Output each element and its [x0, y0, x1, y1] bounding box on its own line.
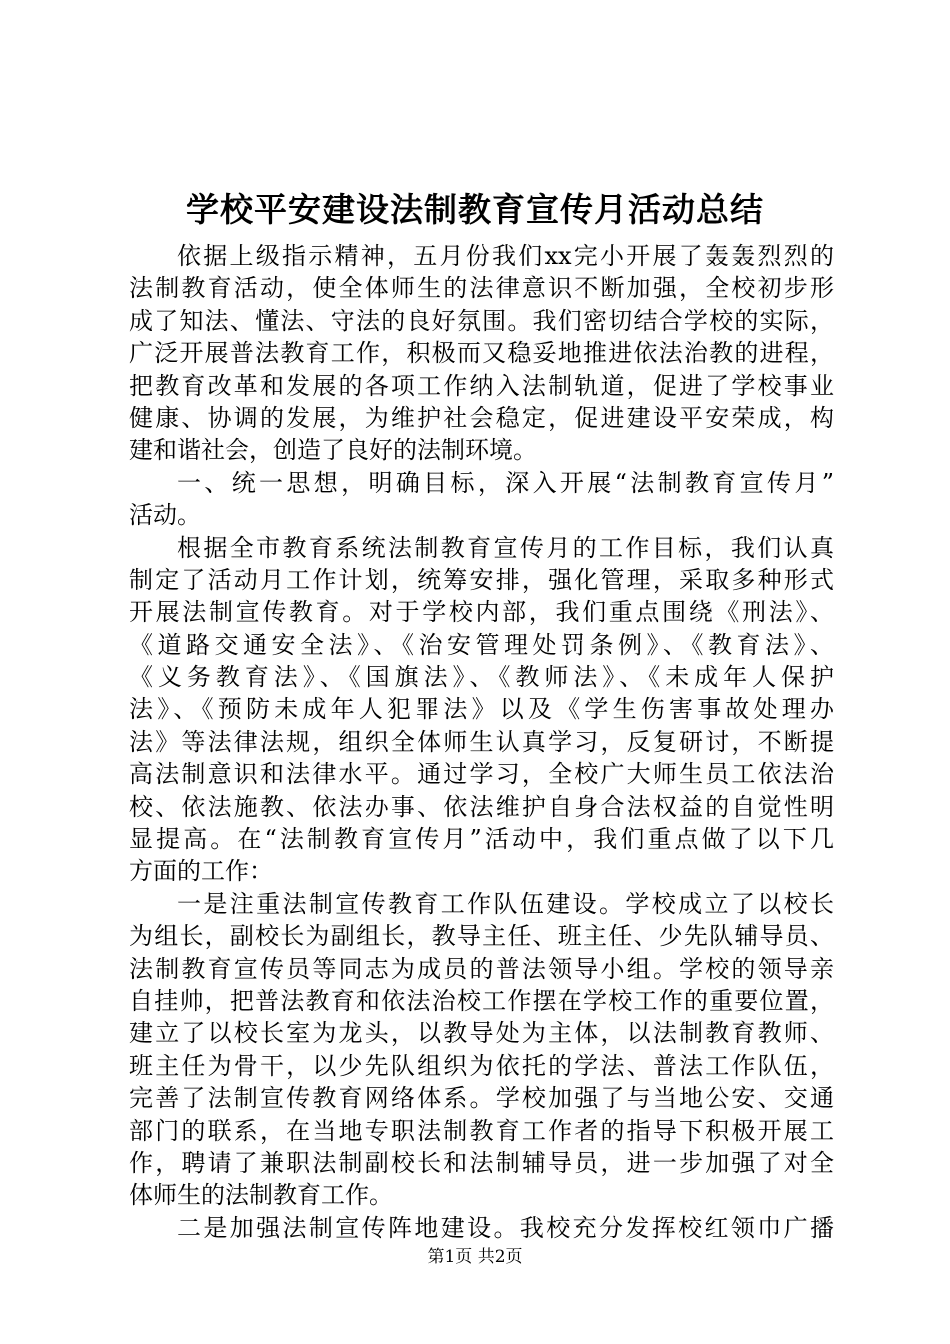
text-line: 制定了活动月工作计划，统筹安排，强化管理，采取多种形式	[129, 565, 834, 594]
text-line: 一是注重法制宣传教育工作队伍建设。学校成立了以校长	[177, 889, 834, 918]
text-line: 二是加强法制宣传阵地建设。我校充分发挥校红领巾广播	[177, 1213, 834, 1242]
document-title: 学校平安建设法制教育宣传月活动总结	[186, 190, 764, 229]
text-line: 法》等法律法规，组织全体师生认真学习，反复研讨，不断提	[129, 727, 834, 756]
text-line: 建和谐社会，创造了良好的法制环境。	[129, 436, 537, 465]
text-line: 自挂帅，把普法教育和依法治校工作摆在学校工作的重要位置，	[129, 986, 834, 1015]
text-line: 根据全市教育系统法制教育宣传月的工作目标，我们认真	[177, 533, 834, 562]
text-line: 体师生的法制教育工作。	[129, 1181, 393, 1210]
text-line: 法制教育宣传员等同志为成员的普法领导小组。学校的领导亲	[129, 954, 834, 983]
text-line: 活动。	[129, 501, 201, 530]
page-number-footer: 第1页 共2页	[427, 1247, 523, 1267]
text-line: 方面的工作：	[129, 857, 273, 886]
text-line: 建立了以校长室为龙头，以教导处为主体，以法制教育教师、	[129, 1019, 834, 1048]
text-line: 《道路交通安全法》、《治安管理处罚条例》、《教育法》、	[129, 630, 834, 659]
text-line: 健康、协调的发展，为维护社会稳定，促进建设平安荣成，构	[129, 403, 834, 432]
text-line: 作，聘请了兼职法制副校长和法制辅导员，进一步加强了对全	[129, 1148, 834, 1177]
text-line: 为组长，副校长为副组长，教导主任、班主任、少先队辅导员、	[129, 922, 834, 951]
text-line: 班主任为骨干，以少先队组织为依托的学法、普法工作队伍，	[129, 1051, 834, 1080]
text-line: 把教育改革和发展的各项工作纳入法制轨道，促进了学校事业	[129, 371, 834, 400]
document-body	[129, 240, 834, 1244]
text-line: 一、统一思想，明确目标，深入开展“法制教育宣传月”	[177, 468, 834, 497]
text-line: 高法制意识和法律水平。通过学习，全校广大师生员工依法治	[129, 760, 834, 789]
text-line: 成了知法、懂法、守法的良好氛围。我们密切结合学校的实际，	[129, 306, 834, 335]
text-line: 完善了法制宣传教育网络体系。学校加强了与当地公安、交通	[129, 1084, 834, 1113]
text-line: 校、依法施教、依法办事、依法维护自身合法权益的自觉性明	[129, 792, 834, 821]
text-line: 《义务教育法》、《国旗法》、《教师法》、《未成年人保护	[129, 663, 834, 692]
text-line: 显提高。在“法制教育宣传月”活动中，我们重点做了以下几	[129, 825, 834, 854]
text-line: 开展法制宣传教育。对于学校内部，我们重点围绕《刑法》、	[129, 598, 834, 627]
text-line: 法制教育活动，使全体师生的法律意识不断加强，全校初步形	[129, 274, 834, 303]
text-line: 部门的联系，在当地专职法制教育工作者的指导下积极开展工	[129, 1116, 834, 1145]
text-line: 广泛开展普法教育工作，积极而又稳妥地推进依法治教的进程，	[129, 339, 834, 368]
text-line: 法》、《预防未成年人犯罪法》以及《学生伤害事故处理办	[129, 695, 834, 724]
text-line: 依据上级指示精神，五月份我们xx完小开展了轰轰烈烈的	[177, 242, 834, 270]
